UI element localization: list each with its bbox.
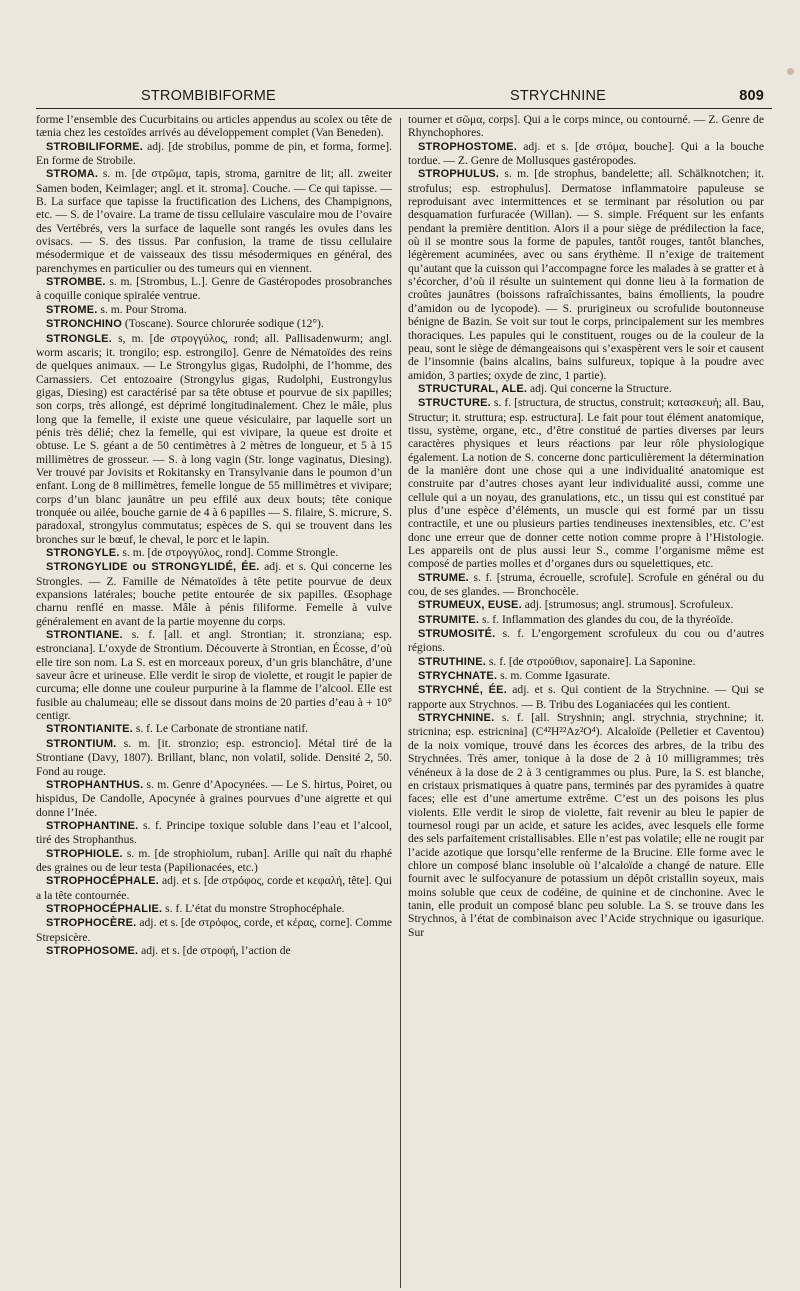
entry-headword: STRYCHNATE. [418,670,498,683]
left-column [36,113,392,1288]
entry-headword: STRONGYLIDE ou STRONGYLIDÉ, ÉE. [46,561,260,574]
entry-definition: adj. et s. [de στόμα, bouche]. Qui a la bouche tordue. — Z. Genre de Mollusques gastéropodes. [408,139,764,168]
dictionary-entry [36,546,392,560]
entry-headword: STROMBE. [46,276,106,289]
dictionary-entry [36,944,392,958]
entry-headword: STRUMEUX, EUSE. [418,599,522,612]
dictionary-entry [36,902,392,916]
dictionary-entry [36,819,392,847]
entry-definition: s. m. Comme Igasurate. [497,669,611,683]
dictionary-entry [408,669,764,683]
entry-headword: STRUTHINE. [418,655,486,668]
right-column [408,113,764,1288]
header-left-title: STROMBIBIFORME [141,88,276,104]
dictionary-entry [36,275,392,303]
dictionary-entry [408,627,764,655]
dictionary-entry [408,683,764,711]
entry-definition: s. f. [all. et angl. Strontian; it. stronziana; esp. estronciana]. L’oxyde de Strontium. Découverte à Strontian, en Écosse, d’où elle tire son nom. La S. est en morceaux poreux, d’un gris blanchâtre, d’une saveur âcre et urineuse. Elle verdit le sirop de violette, et rougit le papier de curcuma; elle donne une couleur purpurine à la flamme de l’alcool. Elle est fusible au chalumeau; elle se dissout dans moins de 20 parties d’eau à + 10° centigr. [36,628,392,723]
entry-definition: s. m. [de στρῶμα, tapis, stroma, garnitre de lit; all. zweiter Samen boden, Keimlager; angl. et it. stroma]. Couche. — Ce qui tapisse. — B. La surface que tapisse la fructification des Lichens, des Champignons, etc. — S. de l’ovaire. La trame de tissu cellulaire vasculaire mou de l’ovaire des Vertébrés, vers la surface de laquelle sont rangés les ovules dans les ovisacs. — S. des tissus. Par confusion, la trame de tissu cellulaire mésodermique et de vaisseaux des tissu mésodermiques en général, des parenchymes en particulier ou des tumeurs qui en viennent. [36,167,392,275]
entry-definition: s. m. Genre d’Apocynées. — Le S. hirtus, Poiret, ou hispidus, De Candolle, Apocynée à graines pourvues d’une aigrette et qui donne l’Inée. [36,777,392,819]
entry-definition: (Toscane). Source chlorurée sodique (12°). [121,317,324,331]
entry-headword: STRYCHNINE. [418,712,495,725]
entry-headword: STRONTIANITE. [46,723,133,736]
entry-definition: s. f. Principe toxique soluble dans l’eau et l’alcool, tiré des Strophanthus. [36,818,392,847]
entry-headword: STRUCTURE. [418,397,491,410]
dictionary-entry [36,167,392,275]
dictionary-entry [36,317,392,331]
entry-headword: STROPHIOLE. [46,847,123,860]
dictionary-entry [408,571,764,599]
column-divider [400,118,401,1288]
entry-headword: STROPHANTHUS. [46,778,144,791]
entry-definition: s. f. [struma, écrouelle, scrofule]. Scrofule en général ou du cou, de ses glandes. — Bronchocèle. [408,570,764,599]
entry-definition: adj. et s. Qui contient de la Strychnine. — Qui se rapporte aux Strychnos. — B. Tribu des Loganiacées qui les contient. [408,683,764,711]
entry-headword: STROME. [46,303,98,316]
entry-headword: STRUMOSITÉ. [418,628,496,641]
entry-definition: s. f. Inflammation des glandes du cou, de la thyréoïde. [479,612,734,626]
entry-headword: STROPHOSOME. [46,944,139,957]
entry-continuation: tourner et σῶμα, corps]. Qui a le corps mince, ou contourné. — Z. Genre de Rhynchophores. [408,113,764,140]
entry-headword: STROPHOSTOME. [418,140,517,153]
entry-headword: STROPHOCÈRE. [46,917,137,930]
page-number: 809 [739,88,764,104]
entry-definition: s. f. [structura, de structus, construit; κατασκευή; all. Bau, Structur; it. struttura; esp. estructura]. Le fait pour tout élément anatomique, tissu, système, organe, etc., d’être constitué de parties diverses par leurs caractères physiques et leurs réactions par leur rôle physiologique également. La notion de S. concerne donc particulièrement la détermination de la manière dont une chose qui a une individualité anatomique est construite par d’autres choses ayant leur individualité aussi, comme une cellule qui a un noyau, des granulations, etc., un tissu qui est constitué par plus d’une espèce d’éléments, un muscle qui est formé par un tissu contractile, et une ou plusieurs parties tendineuses inextensibles, etc. C’est donc une erreur que de donner cette notion comme propre à l’Histologie. Les appareils ont de plus aussi leur S., comme l’organisme même est composé de parties molles et d’organes durs ou squelettiques, etc. [408,396,764,571]
entry-definition: adj. et s. [de στρόφος, corde et κεφαλή, tête]. Qui a la tête contournée. [36,874,392,902]
entry-definition: s. m. [Strombus, L.]. Genre de Gastéropodes prosobranches à coquille conique spiralée ventrue. [36,275,392,303]
entry-definition: s. f. L’état du monstre Strophocéphale. [162,901,345,915]
dictionary-entry [36,140,392,168]
dictionary-entry [36,628,392,722]
dictionary-entry [408,711,764,939]
entry-definition: s. m. [de στρογγύλος, rond]. Comme Strongle. [119,546,339,559]
entry-headword: STROPHOCÉPHALE. [46,875,160,888]
entry-definition: s. f. L’engorgement scrofuleux du cou ou d’autres régions. [408,627,764,655]
entry-headword: STROMA. [46,168,99,181]
entry-definition: s. m. [de strophiolum, ruban]. Arille qui naît du rhaphé des graines ou de leur testa (Papilionacées, etc.) [36,846,392,874]
dictionary-entry [36,847,392,875]
entry-definition: adj. Qui concerne la Structure. [527,381,672,395]
dictionary-entry [408,140,764,168]
entry-definition: s, m. [de στρογγύλος, rond; all. Pallisadenwurm; angl. worm ascaris; it. trongilo; esp. estrongilo]. Genre de Nématoïdes des reins de quelques animaux. — Le Strongylus gigas, Rudolphi, de l’homme, des Carnassiers. Cet entozoaire (Strongylus gigas, Rudolphi, Eustrongylus gigas, Diesing) est caractérisé par sa tête obtuse et pourvue de six papilles; son corps, très allongé, est déprimé longitudinalement. Chez le mâle, plus long que la femelle, il existe une queue vésiculaire, par laquelle sort un pénis très délié; chez la femelle, qui est vivipare, la queue est droite et obtuse. Le S. géant a de 50 centimètres à 2 mètres de longueur, et 5 à 15 millimètres de grosseur. — S. à long vagin (Str. longe vaginatus, Diesing). Ver trouvé par Jovisits et Rokitansky en Transylvanie dans le poumon d’un enfant. Long de 8 millimètres, femelle longue de 55 millimètres et vivipare; corps d’un blanc jaunâtre un peu effilé aux deux bouts; tête conique tronquée ou ailée, bouche garnie de 4 à 6 papilles — S. filaire, S. micrure, S. paradoxal, strongylus commutatus; espèces de S. qui se trouvent dans les bronches sur le bœuf, le cheval, le porc et le lapin. [36,331,392,546]
header-right-title: STRYCHNINE [510,88,606,104]
dictionary-entry [36,332,392,547]
entry-headword: STROPHULUS. [418,168,500,181]
entry-headword: STROPHANTINE. [46,819,139,832]
running-header [34,88,770,106]
entry-headword: STRONGYLE. [46,547,120,559]
entry-headword: STROPHOCÉPHALIE. [46,902,163,915]
entry-headword: STRONTIUM. [46,737,117,750]
entry-headword: STRONTIANE. [46,629,123,642]
entry-definition: s. f. [de στρούθιον, saponaire]. La Saponine. [486,654,696,668]
dictionary-entry [408,167,764,382]
dictionary-entry [36,874,392,902]
entry-definition: adj. [strumosus; angl. strumous]. Scrofuleux. [521,598,734,612]
entry-definition: s. m. [it. stronzio; esp. estroncio]. Métal tiré de la Strontiane (Davy, 1807). Brillant, blanc, non volatil, solide. Densité 2, 50. Fond au rouge. [36,736,392,778]
entry-definition: adj. et s. [de στροφή, l’action de [138,943,291,957]
dictionary-entry [408,655,764,669]
dictionary-entry [36,722,392,736]
entry-definition: s. m. [de strophus, bandelette; all. Schälknotchen; it. strofulus; esp. estrophulus]. Dermatose inflammatoire papuleuse se reproduisant avec intermittences et se terminant par résolution ou par desquamation furfuracée (Willan). — S. simple. Fréquent sur les enfants pendant la première dentition. Alors il a pour siège de prédilection la face, où il se montre sous la forme de papules, tantôt rouges, tantôt blanches, légèrement acuminées, avec ou sans érythème. Il n’exige de traitement qu’autant que la cuisson qui l’accompagne force les malades à se gratter et à s’écorcher, d’où il résulte un suintement qui donne lieu à la formation de croûtes jaunâtres (boissons rafraîchissantes, bains émollients, la poudre d’amidon ou de lycopode). — S. prurigineux ou scrofulide boutonneuse bénigne de Bazin. Se voit sur tout le corps, principalement sur les membres thoraciques. Les papules qui le constituent, rouges ou de la couleur de la peau, sont le siège de démangeaisons qui s’exaspèrent vers le soir et causent de l’insomnie (bains alcalins, bains sulfureux, topique à la poudre avec amidon, 3 parties; oxyde de zinc, 1 partie). [408,167,764,382]
dictionary-entry [408,613,764,627]
entry-definition: adj. [de strobilus, pomme de pin, et forma, forme]. En forme de Strobile. [36,139,392,168]
dictionary-entry [408,382,764,396]
entry-definition: adj. et s. Qui concerne les Strongles. — Z. Famille de Nématoïdes à tête petite pourvue de deux expansions latérales; bouche petite entourée de six papilles. Œsophage charnu renflé en masse. Mâle à pénis filiforme. Femelle à vulve généralement en avant de la partie moyenne du corps. [36,560,392,628]
entry-definition: s. m. Pour Stroma. [97,302,187,316]
dictionary-entry [36,778,392,819]
entry-definition: s. f. [all. Stryshnin; angl. strychnia, strychnine; it. stricnina; esp. estricnina] (C⁴²H²²Az²O⁴). Alcaloïde (Pelletier et Caventou) de la noix vomique, trouvé dans les écorces des arbres, de la tribu des Strychnées. Très amer, tonique à la dose de 2 à 10 milligrammes; très vénéneux à la dose de 2 à 3 centigrammes ou plus. Pure, la S. est blanche, en cristaux prismatiques à quatre pans, terminés par des pyramides à quatre faces; elle est d’une amertume extrême. C’est un des poisons les plus violents. Elle verdit le sirop de violette, fait revenir au bleu le papier de tournesol rougi par un acide, et sature les acides, avec lesquels elle forme des sels parfaitement cristallisables. Elle n’est pas volatile; elle ne rougit par l’acide azotique que lorsqu’elle renferme de la Brucine. Elle forme avec le chlore un composé blanc insoluble où l’alcaloïde a changé de nature. Elle fournit avec le sulfocyanure de potassium un dépôt cristallin soyeux, mais moins soluble que ceux de codéine, de quinine et de cinchonine. Avec le tanin, elle produit un composé blanc peu soluble. La S. se trouve dans les Strychnos, à l’état de combinaison avec l’Acide strychnique ou igasurique. Sur [408,711,764,939]
entry-definition: s. f. Le Carbonate de strontiane natif. [132,722,309,736]
dictionary-entry [36,916,392,944]
dictionary-entry [408,396,764,570]
dictionary-entry [36,737,392,778]
entry-definition: adj. et s. [de στρόφος, corde, et κέρας, corne]. Comme Strepsicère. [36,916,392,944]
paper-stain [787,68,794,75]
entry-continuation: forme l’ensemble des Cucurbitains ou articles appendus au scolex ou tête de tænia chez les cestoïdes arrivés au développement complet (Van Beneden). [36,113,392,140]
entry-headword: STROBILIFORME. [46,140,143,153]
entry-headword: STRUMITE. [418,613,480,626]
entry-headword: STRONCHINO [46,318,122,331]
entry-headword: STRONGLE. [46,332,112,345]
header-rule [36,108,772,109]
entry-headword: STRUME. [418,571,469,584]
dictionary-entry [408,598,764,612]
entry-headword: STRUCTURAL, ALE. [418,382,528,395]
dictionary-entry [36,560,392,628]
dictionary-entry [36,303,392,317]
entry-headword: STRYCHNÉ, ÉE. [418,684,507,697]
